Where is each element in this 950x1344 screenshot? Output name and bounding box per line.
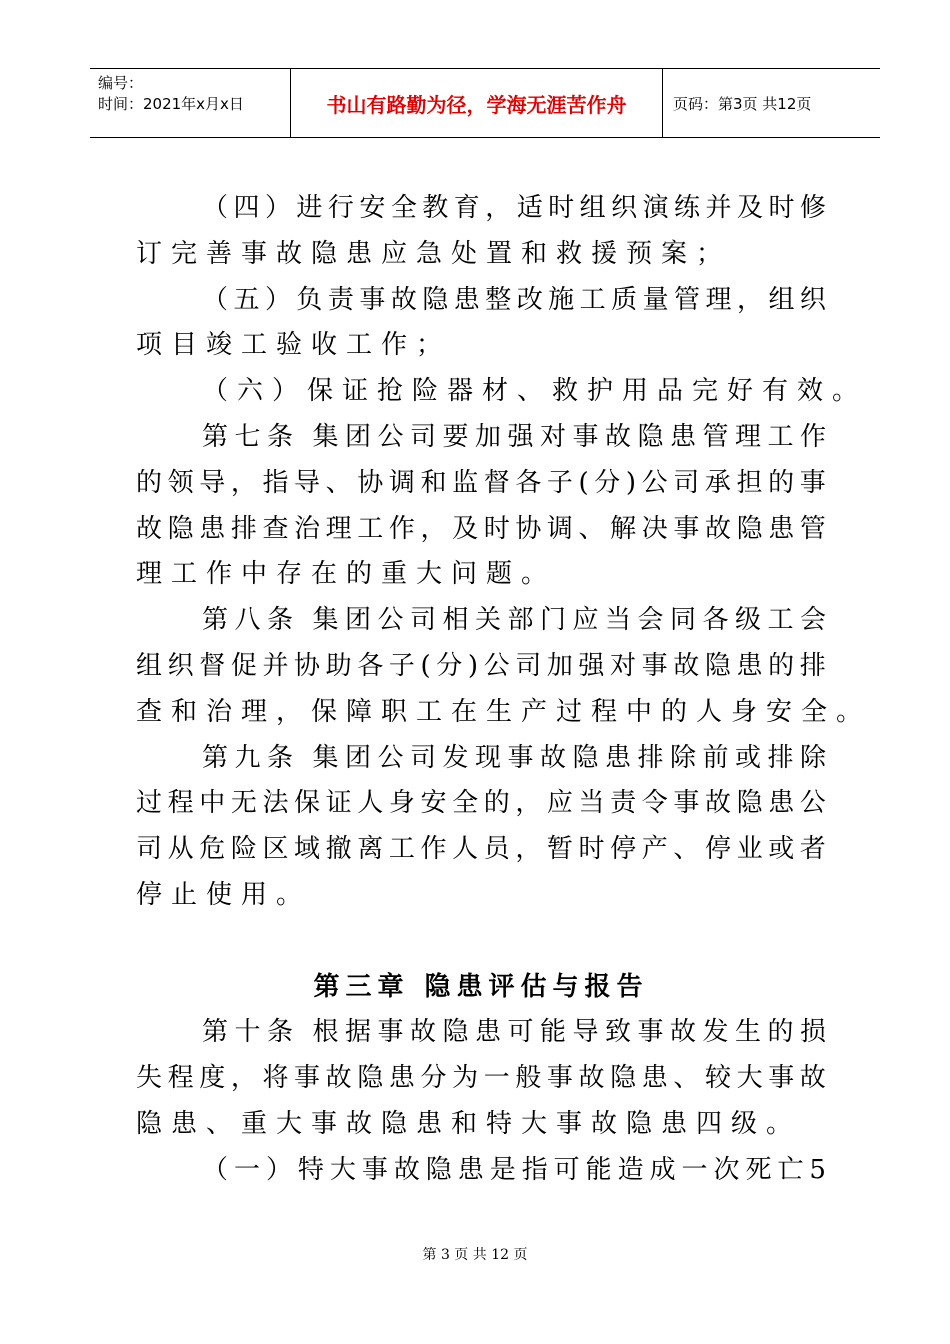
paragraph-line: 隐患、重大事故隐患和特大事故隐患四级。 <box>136 1108 802 1139</box>
header-page-number: 页码：第3页 共12页 <box>673 94 812 113</box>
paragraph-line: 失 程 度 ， 将 事 故 隐 患 分 为 一 般 事 故 隐 患 、 较 大 事 故 <box>136 1063 826 1094</box>
paragraph-line: 停止使用。 <box>136 879 312 910</box>
paragraph-line: （ 四 ） 进 行 安 全 教 育 ， 适 时 组 织 演 练 并 及 时 修 <box>202 193 826 223</box>
paragraph-line: 组 织 督 促 并 协 助 各 子 ( 分 ) 公 司 加 强 对 事 故 隐 患 的 排 <box>136 650 826 681</box>
paragraph-line: 第 七 条 集 团 公 司 要 加 强 对 事 故 隐 患 管 理 工 作 <box>202 421 826 452</box>
date-label: 时间：2021年x月x日 <box>98 95 244 113</box>
document-body <box>136 186 872 1194</box>
paragraph-line: 故 隐 患 排 查 治 理 工 作 ， 及 时 协 调 、 解 决 事 故 隐 患 管 <box>136 513 826 544</box>
header-motto: 书山有路勤为径，学海无涯苦作舟 <box>290 69 663 137</box>
paragraph-line: 第 九 条 集 团 公 司 发 现 事 故 隐 患 排 除 前 或 排 除 <box>202 742 826 773</box>
header-meta <box>90 69 290 137</box>
paragraph-line: 司 从 危 险 区 域 撤 离 工 作 人 员 ， 暂 时 停 产 、 停 业 或 者 <box>136 834 826 865</box>
paragraph-line: 项目竣工验收工作； <box>136 330 452 361</box>
paragraph-line: 理工作中存在的重大问题。 <box>136 559 557 590</box>
spacer <box>136 919 826 965</box>
paragraph-line: （ 五 ） 负 责 事 故 隐 患 整 改 施 工 质 量 管 理 ， 组 织 <box>202 284 826 315</box>
paragraph-line: 查和治理，保障职工在生产过程中的人身安全。 <box>136 696 872 727</box>
paragraph-line: 的 领 导 ， 指 导 、 协 调 和 监 督 各 子 ( 分 ) 公 司 承 担 的 事 <box>136 467 826 498</box>
doc-number-label: 编号： <box>98 74 144 92</box>
paragraph-line: 订完善事故隐患应急处置和救援预案； <box>136 238 732 269</box>
paragraph-line: （ 一 ） 特 大 事 故 隐 患 是 指 可 能 造 成 一 次 死 亡 5 <box>202 1154 826 1185</box>
page-footer: 第 3 页 共 12 页 <box>422 1247 528 1263</box>
paragraph-line: （六）保证抢险器材、救护用品完好有效。 <box>202 376 868 407</box>
page-header <box>90 68 880 138</box>
chapter-heading: 第三章 隐患评估与报告 <box>313 971 649 1002</box>
paragraph-line: 第 八 条 集 团 公 司 相 关 部 门 应 当 会 同 各 级 工 会 <box>202 605 826 636</box>
paragraph-line: 过 程 中 无 法 保 证 人 身 安 全 的 ， 应 当 责 令 事 故 隐 患 公 <box>136 788 826 819</box>
paragraph-line: 第 十 条 根 据 事 故 隐 患 可 能 导 致 事 故 发 生 的 损 <box>202 1017 826 1048</box>
